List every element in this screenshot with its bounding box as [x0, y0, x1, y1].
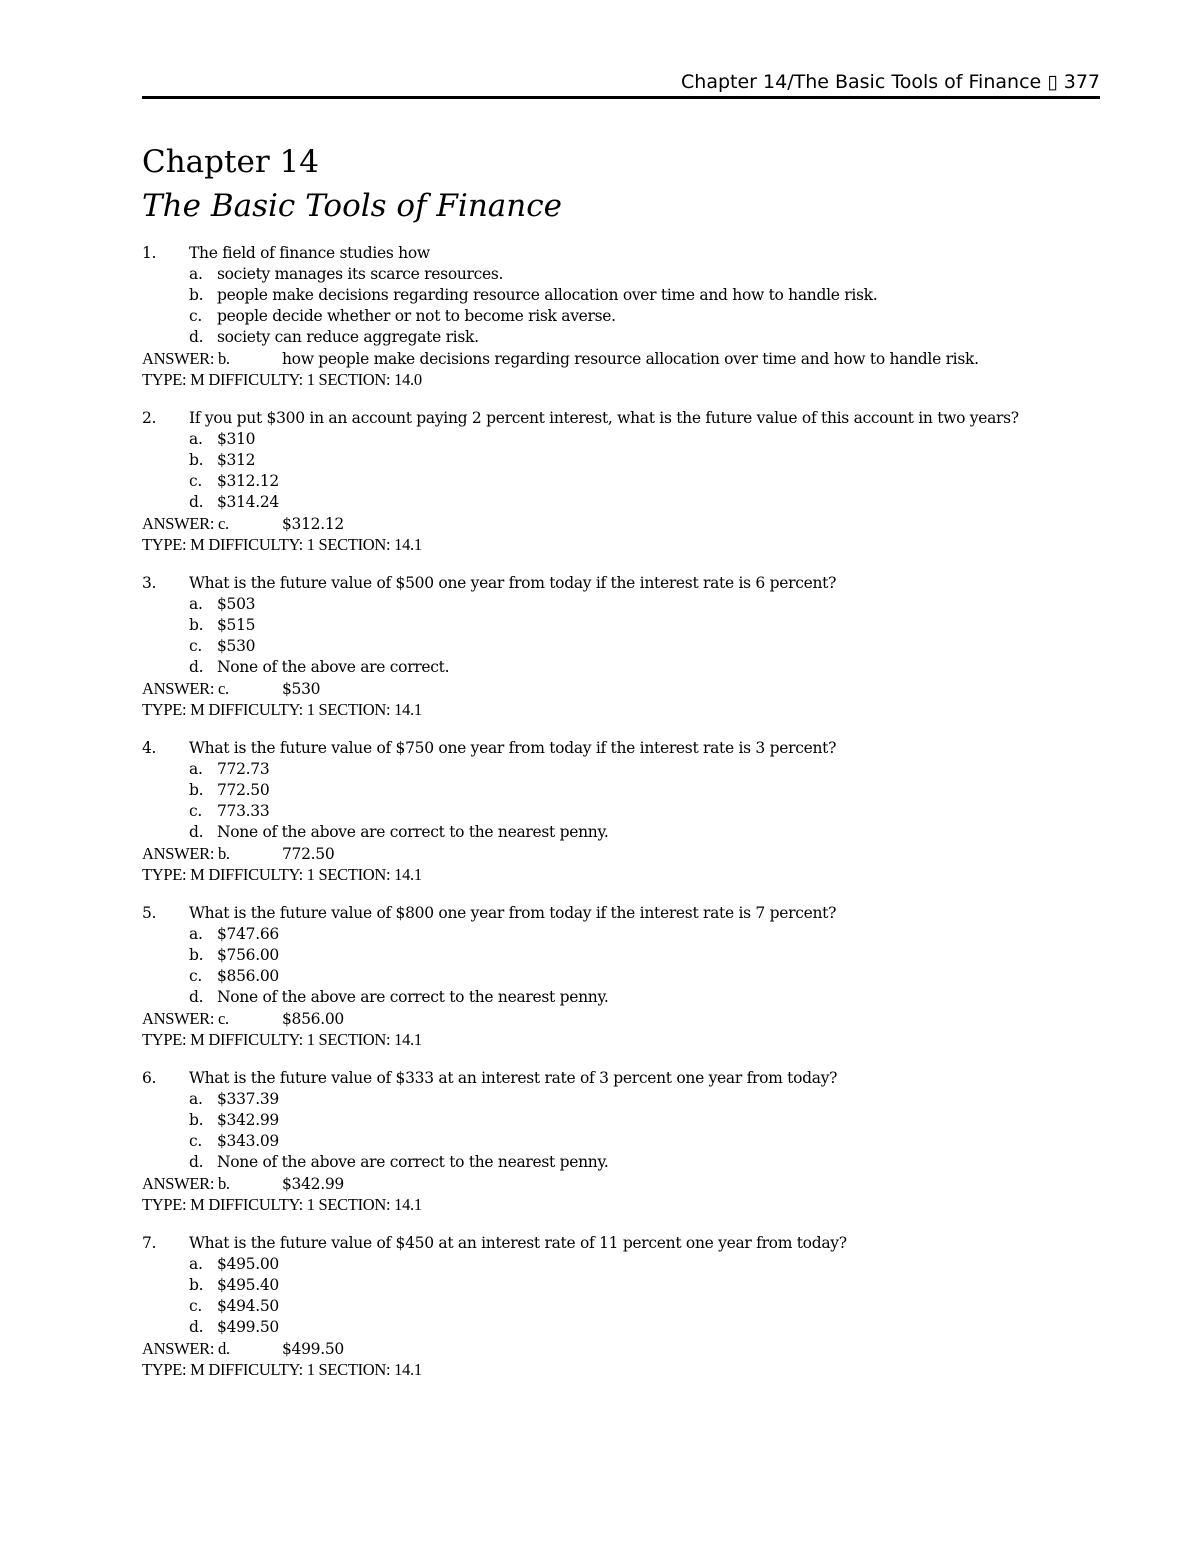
answer-label: ANSWER: c. [142, 514, 229, 533]
answer-label: ANSWER: d. [142, 1339, 230, 1358]
question-meta: TYPE: M DIFFICULTY: 1 SECTION: 14.1 [142, 1195, 422, 1214]
choice-text: None of the above are correct to the nearest penny. [217, 1153, 609, 1171]
answer-choice [142, 1152, 1102, 1173]
chapter-title [142, 140, 1042, 228]
question-item [142, 573, 1102, 720]
choice-text: 772.50 [217, 781, 270, 799]
answer-choice [142, 924, 1102, 945]
answer-text: $342.99 [282, 1175, 344, 1193]
choice-text: None of the above are correct. [217, 658, 450, 676]
question-stem: The field of finance studies how [189, 244, 430, 262]
choice-text: $312.12 [217, 472, 279, 490]
answer-text: how people make decisions regarding resource allocation over time and how to handle risk. [282, 350, 979, 368]
choice-letter: b. [189, 1111, 204, 1129]
answer-label: ANSWER: b. [142, 349, 230, 368]
answer-line [142, 1338, 1102, 1359]
question-item [142, 1068, 1102, 1215]
choice-letter: d. [189, 1153, 204, 1171]
question-stem-line [142, 1068, 1102, 1089]
question-number: 2. [142, 409, 157, 427]
choice-text: $499.50 [217, 1318, 279, 1336]
answer-text: $499.50 [282, 1340, 344, 1358]
answer-choice [142, 1275, 1102, 1296]
question-number: 7. [142, 1234, 157, 1252]
answer-line [142, 348, 1102, 369]
question-stem: If you put $300 in an account paying 2 percent interest, what is the future value of this account in two years? [189, 409, 1019, 427]
answer-choice [142, 801, 1102, 822]
answer-text: 772.50 [282, 845, 335, 863]
choice-letter: d. [189, 493, 204, 511]
answer-label: ANSWER: c. [142, 1009, 229, 1028]
answer-line [142, 1008, 1102, 1029]
question-item [142, 903, 1102, 1050]
answer-text: $312.12 [282, 515, 344, 533]
question-number: 1. [142, 244, 157, 262]
question-number: 3. [142, 574, 157, 592]
choice-text: $503 [217, 595, 256, 613]
answer-line [142, 678, 1102, 699]
choice-letter: c. [189, 1132, 203, 1150]
choice-letter: a. [189, 1255, 203, 1273]
answer-label: ANSWER: b. [142, 1174, 230, 1193]
choice-letter: a. [189, 925, 203, 943]
question-stem-line [142, 573, 1102, 594]
answer-choice [142, 1317, 1102, 1338]
question-stem: What is the future value of $450 at an interest rate of 11 percent one year from today? [189, 1234, 847, 1252]
answer-choice [142, 1131, 1102, 1152]
answer-choice [142, 780, 1102, 801]
choice-letter: d. [189, 328, 204, 346]
choice-letter: d. [189, 823, 204, 841]
question-stem-line [142, 903, 1102, 924]
choice-text: 773.33 [217, 802, 270, 820]
page-header [142, 68, 1100, 99]
choice-letter: d. [189, 1318, 204, 1336]
answer-choice [142, 615, 1102, 636]
answer-line [142, 513, 1102, 534]
choice-letter: a. [189, 265, 203, 283]
answer-choice [142, 594, 1102, 615]
question-item [142, 243, 1102, 390]
choice-text: $312 [217, 451, 256, 469]
choice-letter: d. [189, 988, 204, 1006]
answer-choice [142, 327, 1102, 348]
question-meta: TYPE: M DIFFICULTY: 1 SECTION: 14.1 [142, 865, 422, 884]
question-stem-line [142, 1233, 1102, 1254]
choice-letter: a. [189, 1090, 203, 1108]
choice-letter: c. [189, 307, 203, 325]
choice-letter: b. [189, 286, 204, 304]
choice-text: $515 [217, 616, 256, 634]
choice-text: $337.39 [217, 1090, 279, 1108]
answer-choice [142, 429, 1102, 450]
choice-text: $342.99 [217, 1111, 279, 1129]
answer-label: ANSWER: c. [142, 679, 229, 698]
choice-letter: b. [189, 616, 204, 634]
question-item [142, 1233, 1102, 1380]
answer-choice [142, 945, 1102, 966]
answer-choice [142, 966, 1102, 987]
answer-choice [142, 450, 1102, 471]
question-stem: What is the future value of $500 one year from today if the interest rate is 6 percent? [189, 574, 837, 592]
choice-text: $856.00 [217, 967, 279, 985]
choice-letter: c. [189, 967, 203, 985]
answer-choice [142, 987, 1102, 1008]
question-meta: TYPE: M DIFFICULTY: 1 SECTION: 14.1 [142, 1360, 422, 1379]
answer-choice [142, 306, 1102, 327]
question-list [142, 243, 1102, 1398]
chapter-number: Chapter 14 [142, 144, 319, 180]
question-stem: What is the future value of $333 at an interest rate of 3 percent one year from today? [189, 1069, 838, 1087]
choice-letter: c. [189, 1297, 203, 1315]
question-number: 6. [142, 1069, 157, 1087]
choice-text: $495.00 [217, 1255, 279, 1273]
choice-text: people make decisions regarding resource allocation over time and how to handle risk. [217, 286, 878, 304]
choice-letter: c. [189, 472, 203, 490]
question-stem-line [142, 243, 1102, 264]
choice-letter: c. [189, 637, 203, 655]
question-stem: What is the future value of $750 one year from today if the interest rate is 3 percent? [189, 739, 837, 757]
question-stem-line [142, 738, 1102, 759]
answer-choice [142, 264, 1102, 285]
choice-text: $310 [217, 430, 256, 448]
choice-text: people decide whether or not to become risk averse. [217, 307, 616, 325]
question-meta: TYPE: M DIFFICULTY: 1 SECTION: 14.1 [142, 535, 422, 554]
running-head: Chapter 14/The Basic Tools of Finance ▯ 377 [681, 71, 1100, 93]
question-number: 4. [142, 739, 157, 757]
answer-choice [142, 285, 1102, 306]
choice-letter: a. [189, 430, 203, 448]
choice-text: $530 [217, 637, 256, 655]
choice-text: $494.50 [217, 1297, 279, 1315]
question-stem-line [142, 408, 1102, 429]
answer-line [142, 843, 1102, 864]
answer-choice [142, 1110, 1102, 1131]
question-item [142, 738, 1102, 885]
choice-text: society can reduce aggregate risk. [217, 328, 479, 346]
answer-choice [142, 759, 1102, 780]
choice-letter: b. [189, 946, 204, 964]
question-item [142, 408, 1102, 555]
choice-text: $314.24 [217, 493, 279, 511]
answer-label: ANSWER: b. [142, 844, 230, 863]
choice-text: 772.73 [217, 760, 270, 778]
answer-text: $856.00 [282, 1010, 344, 1028]
question-meta: TYPE: M DIFFICULTY: 1 SECTION: 14.1 [142, 700, 422, 719]
answer-choice [142, 822, 1102, 843]
choice-letter: a. [189, 595, 203, 613]
chapter-name: The Basic Tools of Finance [142, 188, 562, 224]
answer-choice [142, 1296, 1102, 1317]
answer-choice [142, 1089, 1102, 1110]
answer-text: $530 [282, 680, 321, 698]
choice-letter: c. [189, 802, 203, 820]
question-stem: What is the future value of $800 one year from today if the interest rate is 7 percent? [189, 904, 837, 922]
answer-choice [142, 657, 1102, 678]
choice-text: None of the above are correct to the nearest penny. [217, 988, 609, 1006]
choice-text: $495.40 [217, 1276, 279, 1294]
answer-choice [142, 1254, 1102, 1275]
answer-choice [142, 471, 1102, 492]
choice-letter: d. [189, 658, 204, 676]
answer-line [142, 1173, 1102, 1194]
choice-text: $756.00 [217, 946, 279, 964]
question-number: 5. [142, 904, 157, 922]
choice-letter: a. [189, 760, 203, 778]
choice-text: $747.66 [217, 925, 279, 943]
choice-text: None of the above are correct to the nearest penny. [217, 823, 609, 841]
choice-letter: b. [189, 1276, 204, 1294]
answer-choice [142, 636, 1102, 657]
choice-text: $343.09 [217, 1132, 279, 1150]
question-meta: TYPE: M DIFFICULTY: 1 SECTION: 14.0 [142, 370, 422, 389]
answer-choice [142, 492, 1102, 513]
choice-text: society manages its scarce resources. [217, 265, 504, 283]
question-meta: TYPE: M DIFFICULTY: 1 SECTION: 14.1 [142, 1030, 422, 1049]
choice-letter: b. [189, 451, 204, 469]
choice-letter: b. [189, 781, 204, 799]
